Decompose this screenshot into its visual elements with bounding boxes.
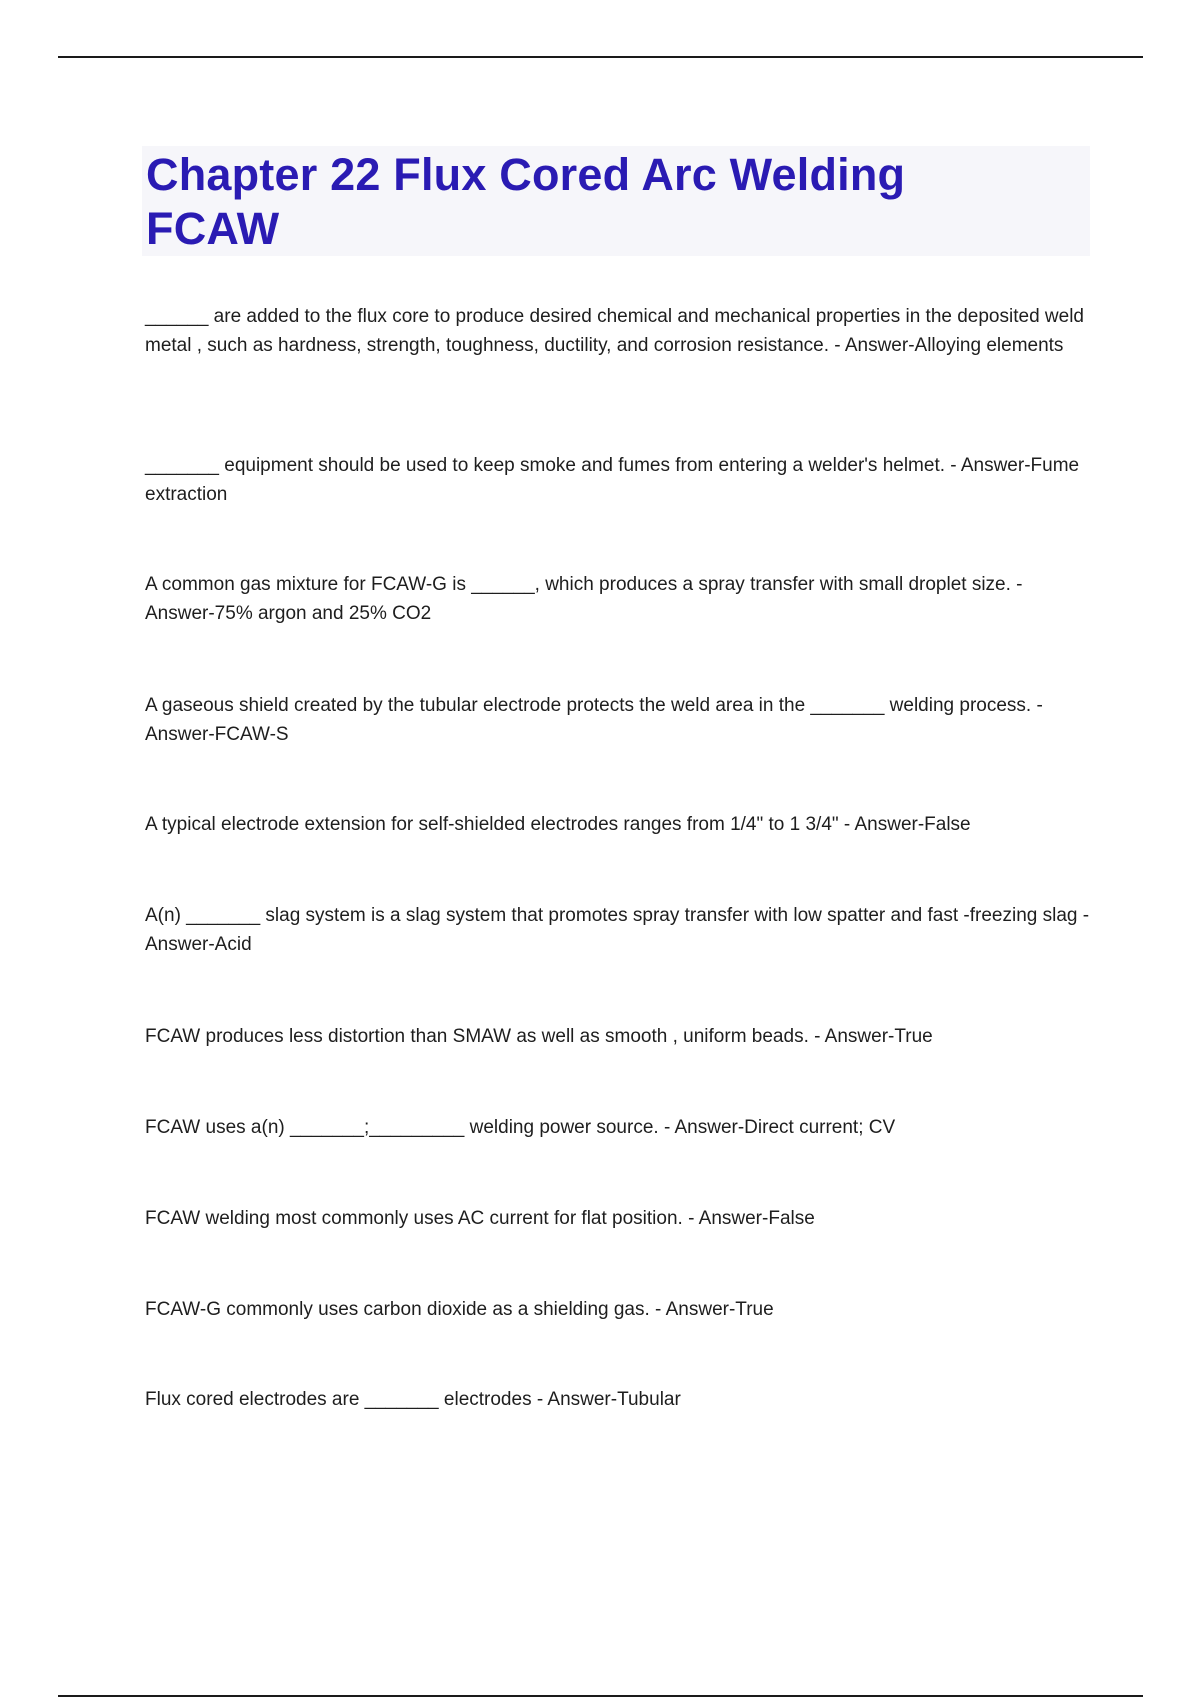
qa-item-5: A typical electrode extension for self-shielded electrodes ranges from 1/4" to 1 3/4" - Answer-False xyxy=(145,814,971,835)
qa-item-4: A gaseous shield created by the tubular electrode protects the weld area in the _______ welding process. - Answer-FCAW-S xyxy=(145,695,1043,745)
qa-item-1: ______ are added to the flux core to produce desired chemical and mechanical properties in the deposited weld metal , such as hardness, strength, toughness, ductility, and corrosion resistance. - Answer-Alloying elements xyxy=(145,306,1084,356)
qa-item-2: _______ equipment should be used to keep smoke and fumes from entering a welder's helmet. - Answer-Fume extraction xyxy=(145,455,1080,505)
qa-item-3: A common gas mixture for FCAW-G is ______, which produces a spray transfer with small droplet size. - Answer-75% argon and 25% CO2 xyxy=(145,574,1023,624)
header-rule xyxy=(58,56,1143,58)
qa-item-7: FCAW produces less distortion than SMAW as well as smooth , uniform beads. - Answer-True xyxy=(145,1026,933,1047)
qa-item-8: FCAW uses a(n) _______;_________ welding power source. - Answer-Direct current; CV xyxy=(145,1117,896,1138)
footer-rule xyxy=(58,1695,1143,1697)
document-title: Chapter 22 Flux Cored Arc Welding FCAW xyxy=(146,149,906,254)
qa-item-10: FCAW-G commonly uses carbon dioxide as a shielding gas. - Answer-True xyxy=(145,1299,774,1320)
qa-item-9: FCAW welding most commonly uses AC current for flat position. - Answer-False xyxy=(145,1208,815,1229)
qa-item-11: Flux cored electrodes are _______ electrodes - Answer-Tubular xyxy=(145,1389,681,1410)
qa-item-6: A(n) _______ slag system is a slag system that promotes spray transfer with low spatter and fast -freezing slag - Answer-Acid xyxy=(145,905,1090,955)
